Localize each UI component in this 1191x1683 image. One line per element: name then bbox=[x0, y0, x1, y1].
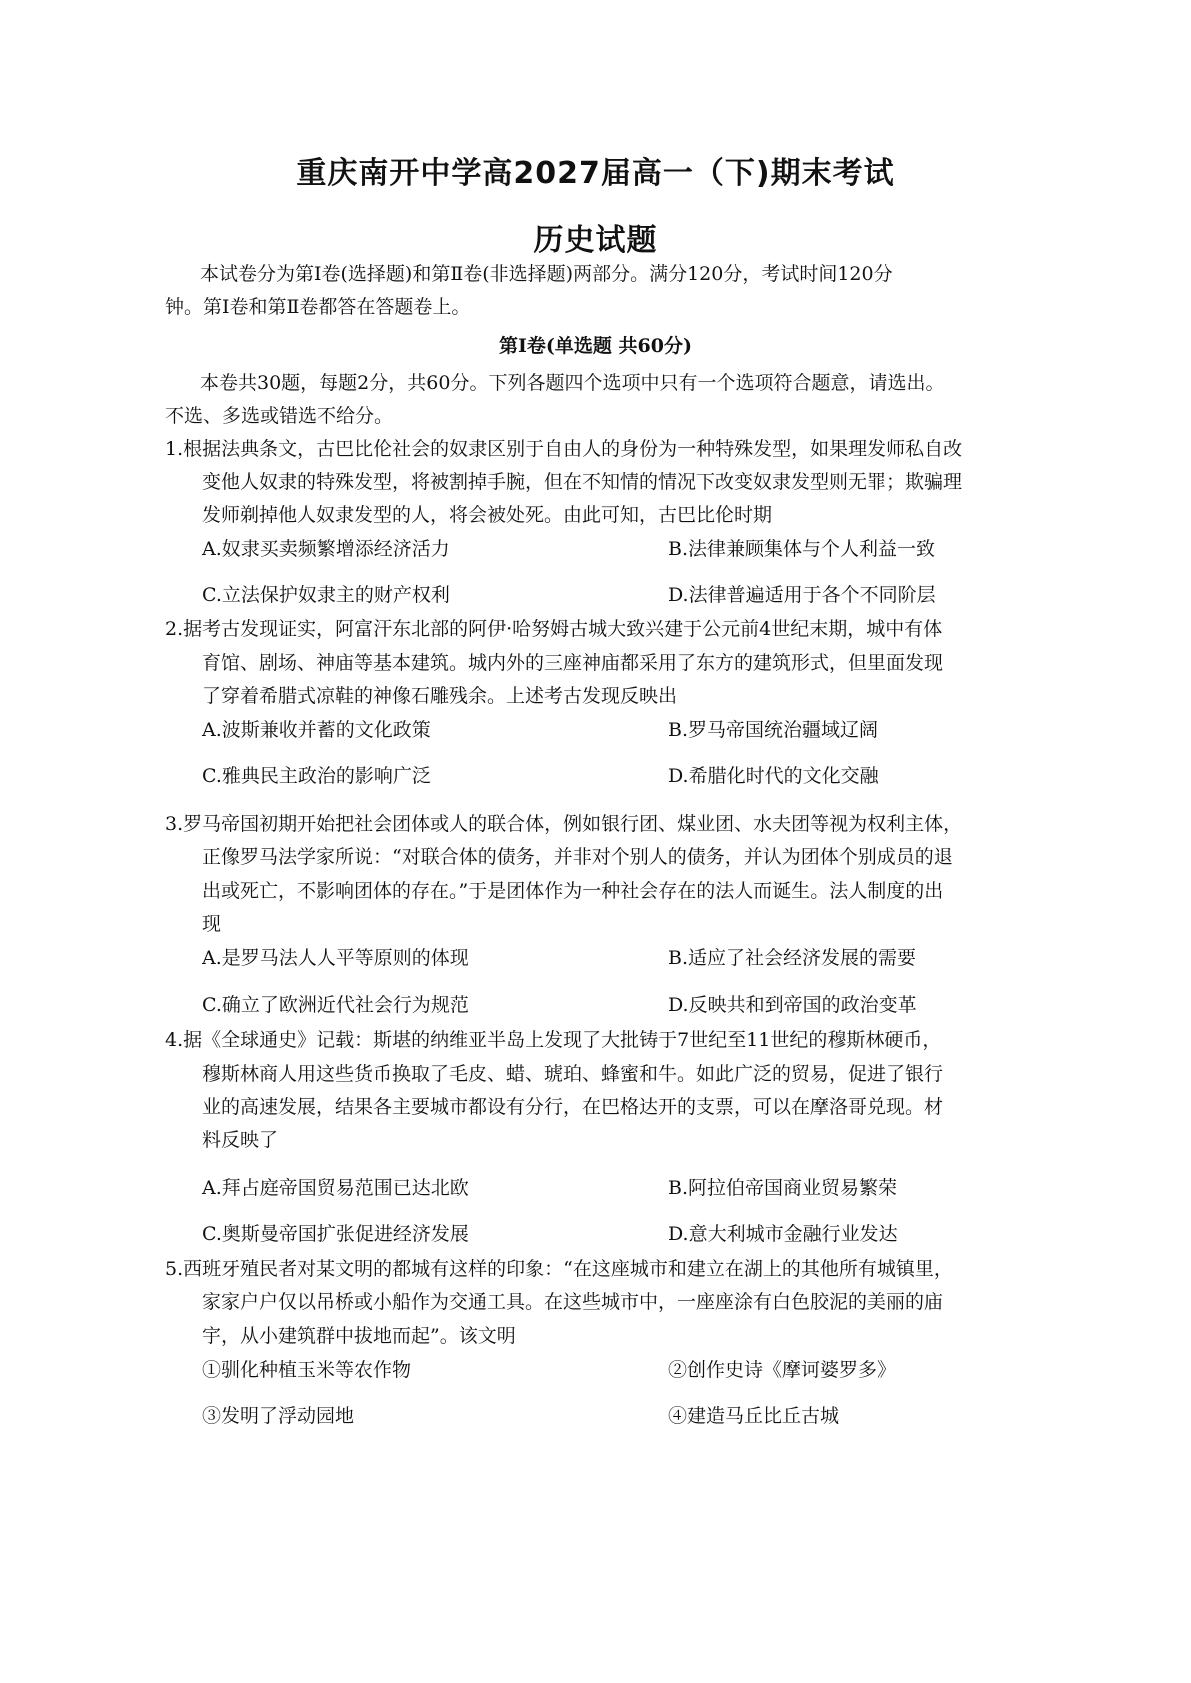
question-4-option-a: A.拜占庭帝国贸易范围已达北欧 bbox=[202, 1177, 469, 1199]
question-1-option-a: A.奴隶买卖频繁增添经济活力 bbox=[202, 538, 450, 560]
question-1-option-d: D.法律普遍适用于各个不同阶层 bbox=[668, 584, 936, 606]
question-2-option-d: D.希腊化时代的文化交融 bbox=[668, 765, 879, 787]
question-3-line-4: 现 bbox=[202, 913, 222, 935]
question-2-line-1: 2.据考古发现证实，阿富汗东北部的阿伊·哈努姆古城大致兴建于公元前4世纪末期，城中有体 bbox=[165, 618, 943, 640]
question-2-line-3: 了穿着希腊式凉鞋的神像石雕残余。上述考古发现反映出 bbox=[202, 685, 678, 707]
question-5-line-1: 5.西班牙殖民者对某文明的都城有这样的印象：“在这座城市和建立在湖上的其他所有城镇里， bbox=[165, 1258, 953, 1280]
question-1-line-2: 变他人奴隶的特殊发型，将被割掉手腕，但在不知情的情况下改变奴隶发型则无罪；欺骗理 bbox=[202, 471, 963, 493]
question-5-line-3: 宇，从小建筑群中拔地而起”。该文明 bbox=[202, 1325, 516, 1347]
question-5-option-2: ②创作史诗《摩诃婆罗多》 bbox=[668, 1359, 897, 1381]
question-5-option-4: ④建造马丘比丘古城 bbox=[668, 1405, 840, 1427]
question-3-option-c: C.确立了欧洲近代社会行为规范 bbox=[202, 994, 469, 1016]
exam-subtitle: 历史试题 bbox=[533, 223, 658, 258]
intro-line-2: 钟。第Ⅰ卷和第Ⅱ卷都答在答题卷上。 bbox=[165, 296, 471, 318]
question-1-line-1: 1.根据法典条文，古巴比伦社会的奴隶区别于自由人的身份为一种特殊发型，如果理发师私自改 bbox=[165, 438, 963, 460]
question-1-option-b: B.法律兼顾集体与个人利益一致 bbox=[668, 538, 936, 560]
question-1-option-c: C.立法保护奴隶主的财产权利 bbox=[202, 584, 450, 606]
section-instruction-2: 不选、多选或错选不给分。 bbox=[165, 405, 394, 427]
question-5-option-3: ③发明了浮动园地 bbox=[202, 1405, 355, 1427]
question-2-option-c: C.雅典民主政治的影响广泛 bbox=[202, 765, 431, 787]
question-5-option-1: ①驯化种植玉米等农作物 bbox=[202, 1359, 412, 1381]
question-4-line-2: 穆斯林商人用这些货币换取了毛皮、蜡、琥珀、蜂蜜和牛。如此广泛的贸易，促进了银行 bbox=[202, 1063, 944, 1085]
question-2-option-a: A.波斯兼收并蓄的文化政策 bbox=[202, 719, 431, 741]
exam-title: 重庆南开中学高2027届高一（下)期末考试 bbox=[296, 156, 895, 191]
question-4-option-c: C.奥斯曼帝国扩张促进经济发展 bbox=[202, 1223, 469, 1245]
question-3-option-a: A.是罗马法人人平等原则的体现 bbox=[202, 947, 469, 969]
question-3-line-2: 正像罗马法学家所说：“对联合体的债务，并非对个别人的债务，并认为团体个别成员的退 bbox=[202, 846, 953, 868]
question-3-line-3: 出或死亡，不影响团体的存在。”于是团体作为一种社会存在的法人而诞生。法人制度的出 bbox=[202, 880, 944, 902]
question-3-option-d: D.反映共和到帝国的政治变革 bbox=[668, 994, 917, 1016]
question-3-line-1: 3.罗马帝国初期开始把社会团体或人的联合体，例如银行团、煤业团、水夫团等视为权利主体， bbox=[165, 813, 963, 835]
section-heading: 第Ⅰ卷(单选题 共60分) bbox=[499, 335, 692, 357]
question-2-option-b: B.罗马帝国统治疆域辽阔 bbox=[668, 719, 879, 741]
question-4-option-b: B.阿拉伯帝国商业贸易繁荣 bbox=[668, 1177, 898, 1199]
question-3-option-b: B.适应了社会经济发展的需要 bbox=[668, 947, 917, 969]
section-instruction-1: 本卷共30题，每题2分，共60分。下列各题四个选项中只有一个选项符合题意，请选出。 bbox=[200, 372, 945, 394]
question-4-option-d: D.意大利城市金融行业发达 bbox=[668, 1223, 898, 1245]
question-4-line-1: 4.据《全球通史》记载：斯堪的纳维亚半岛上发现了大批铸于7世纪至11世纪的穆斯林硬币， bbox=[165, 1029, 942, 1051]
question-4-line-4: 料反映了 bbox=[202, 1129, 279, 1151]
intro-line-1: 本试卷分为第Ⅰ卷(选择题)和第Ⅱ卷(非选择题)两部分。满分120分，考试时间120分 bbox=[200, 263, 893, 285]
question-5-line-2: 家家户户仅以吊桥或小船作为交通工具。在这些城市中，一座座涂有白色胶泥的美丽的庙 bbox=[202, 1291, 944, 1313]
question-2-line-2: 育馆、剧场、神庙等基本建筑。城内外的三座神庙都采用了东方的建筑形式，但里面发现 bbox=[202, 652, 944, 674]
question-4-line-3: 业的高速发展，结果各主要城市都设有分行，在巴格达开的支票，可以在摩洛哥兑现。材 bbox=[202, 1096, 944, 1118]
question-1-line-3: 发师剃掉他人奴隶发型的人，将会被处死。由此可知，古巴比伦时期 bbox=[202, 504, 773, 526]
